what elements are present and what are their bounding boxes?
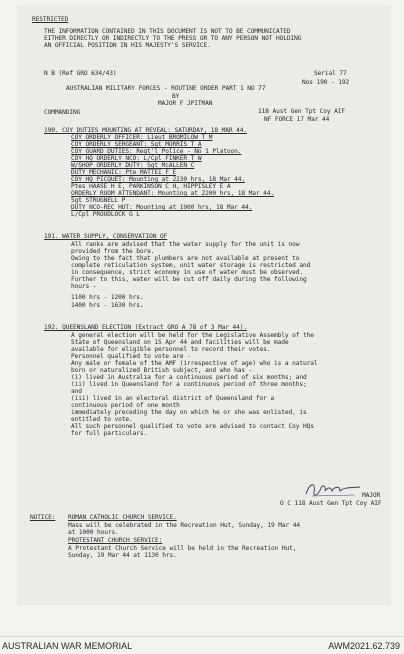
restricted-label: RESTRICTED: [32, 16, 69, 23]
section-191-line: hours -: [71, 283, 97, 290]
section-192-line: (iii) lived in an electoral district of Queensland for a: [71, 395, 275, 402]
warning-line-2: EITHER DIRECTLY OR INDIRECTLY TO THE PRESS OR TO ANY PERSON NOT HOLDING: [44, 35, 302, 42]
archive-name: AUSTRALIAN WAR MEMORIAL: [2, 641, 133, 651]
protestant-service-line: A Protestant Church Service will be held in the Recreation Hut,: [68, 545, 297, 552]
warning-line-3: AN OFFICIAL POSITION IN HIS MAJESTY'S SERVICE.: [44, 42, 211, 49]
force-date: NF FORCE 17 Mar 44: [264, 116, 330, 123]
section-191-line: 1400 hrs - 1630 hrs.: [71, 302, 144, 309]
section-192-line: State of Queensland on 15 Apr 44 and facilities will be made: [71, 339, 289, 346]
handwritten-signature: [304, 478, 362, 500]
archive-id: AWM2021.62.739: [328, 641, 400, 651]
section-192-line: born or naturalized British subject, and who has -: [71, 367, 253, 374]
section-190-line: ORDERLY ROOM ATTENDANT: Mounting at 2200 hrs, 18 Mar 44.: [71, 190, 275, 197]
section-190-line: COY HQ PICQUET: Mounting at 2230 hrs, 18 Mar 44.: [71, 176, 246, 183]
protestant-service-line: Sunday, 19 Mar 44 at 1130 hrs.: [68, 552, 177, 559]
section-192-line: and: [71, 388, 82, 395]
section-190-line: COY ORDERLY OFFICER: Lieut BROMILOW T M: [71, 134, 213, 141]
section-192-line: A general election will be held for the Legislative Assembly of the: [71, 332, 314, 339]
section-192-line: All such personnel qualified to vote are advised to contact Coy HQs: [71, 423, 314, 430]
document-page: [18, 6, 390, 604]
section-190-line: DUTY MECHANIC: Pte MATTEI F E: [71, 169, 177, 176]
section-191-line: Further to this, water will be cut off daily during the following: [71, 276, 307, 283]
section-190-line: COY GUARD DUTIES: Regt'l Police - No 1 Platoon.: [71, 148, 242, 155]
section-192-line: (i) lived in Australia for a continuous period of six months; and: [71, 374, 307, 381]
section-191-line: in consequence, strict economy in use of water must be observed.: [71, 269, 304, 276]
section-191-heading: 191. WATER SUPPLY, CONSERVATION OF: [44, 233, 168, 240]
protestant-service-heading: PROTESTANT CHURCH SERVICE:: [68, 537, 163, 544]
section-190-line: COY ORDERLY SERGEANT: Sgt MORRIS T A: [71, 141, 202, 148]
rc-service-line: at 1000 hours.: [68, 529, 119, 536]
reference: N B (Ref GRO 634/43): [44, 70, 117, 77]
rc-service-heading: ROMAN CATHOLIC CHURCH SERVICE.: [68, 514, 177, 521]
section-190-line: Sgt STRUGNELL P: [71, 197, 126, 204]
signature-unit: O C 118 Aust Gen Tpt Coy AIF: [280, 500, 382, 507]
section-190-line: L/Cpl PROUDLOCK G L: [71, 211, 140, 218]
archive-footer: [0, 636, 404, 654]
section-191-line: 1100 hrs - 1200 hrs.: [71, 294, 144, 301]
section-192-line: Any male or female of the AMF (irrespective of age) who is a natural: [71, 360, 318, 367]
section-192-line: (ii) lived in Queensland for a continuous period of three months;: [71, 381, 307, 388]
warning-line-1: THE INFORMATION CONTAINED IN THIS DOCUMENT IS NOT TO BE COMMUNICATED: [44, 28, 291, 35]
section-192-line: immediately preceding the day on which he or she was enlisted, is: [71, 409, 307, 416]
section-191-line: provided from the bore.: [71, 248, 155, 255]
section-191-line: Owing to the fact that plumbers are not available at present to: [71, 255, 300, 262]
section-190-line: DUTY NCO-REC HUT: Mounting at 1900 hrs, 18 Mar 44.: [71, 204, 253, 211]
section-192-line: Personnel qualified to vote are -: [71, 353, 191, 360]
section-190-heading: 190. COY DUTIES MOUNTING AT REVEAL: SATURDAY, 18 MAR 44.: [44, 127, 248, 134]
unit-name: 118 Aust Gen Tpt Coy AIF: [258, 108, 346, 115]
by-label: BY: [172, 93, 180, 100]
section-191-line: All ranks are advised that the water supply for the unit is now: [71, 241, 300, 248]
section-192-heading: 192. QUEENSLAND ELECTION (Extract GRO A 78 of 3 Mar 44).: [44, 324, 248, 331]
signature-rank: MAJOR: [362, 492, 381, 499]
section-192-line: for full particulars.: [71, 430, 148, 437]
notice-label: NOTICE:: [30, 514, 56, 521]
serial-number: Serial 77: [314, 70, 347, 77]
section-190-line: COY HQ ORDERLY NCO: L/Cpl FINKER T W: [71, 155, 202, 162]
rc-service-line: Mass will be celebrated in the Recreation Hut, Sunday, 19 Mar 44: [68, 522, 301, 529]
section-190-line: Ptes HAASE H E, PARKINSON C H, HIPPISLEY E A: [71, 183, 231, 190]
section-192-line: available for eligible personnel to record their votes.: [71, 346, 271, 353]
section-191-line: complete reticulation system, unit water storage is restricted and: [71, 262, 311, 269]
order-numbers: Nos 190 - 192: [302, 79, 350, 86]
section-190-line: W/SHOP ORDERLY DUTY: Sgt McALLEN C: [71, 162, 195, 169]
commanding-officer: MAJOR F JPITMAN: [158, 100, 213, 107]
commanding-label: COMMANDING: [44, 109, 81, 116]
section-192-line: continuous period of one month: [71, 402, 180, 409]
section-192-line: entitled to vote.: [71, 416, 133, 423]
document-title: AUSTRALIAN MILITARY FORCES - ROUTINE ORDER PART 1 NO 77: [66, 85, 266, 92]
